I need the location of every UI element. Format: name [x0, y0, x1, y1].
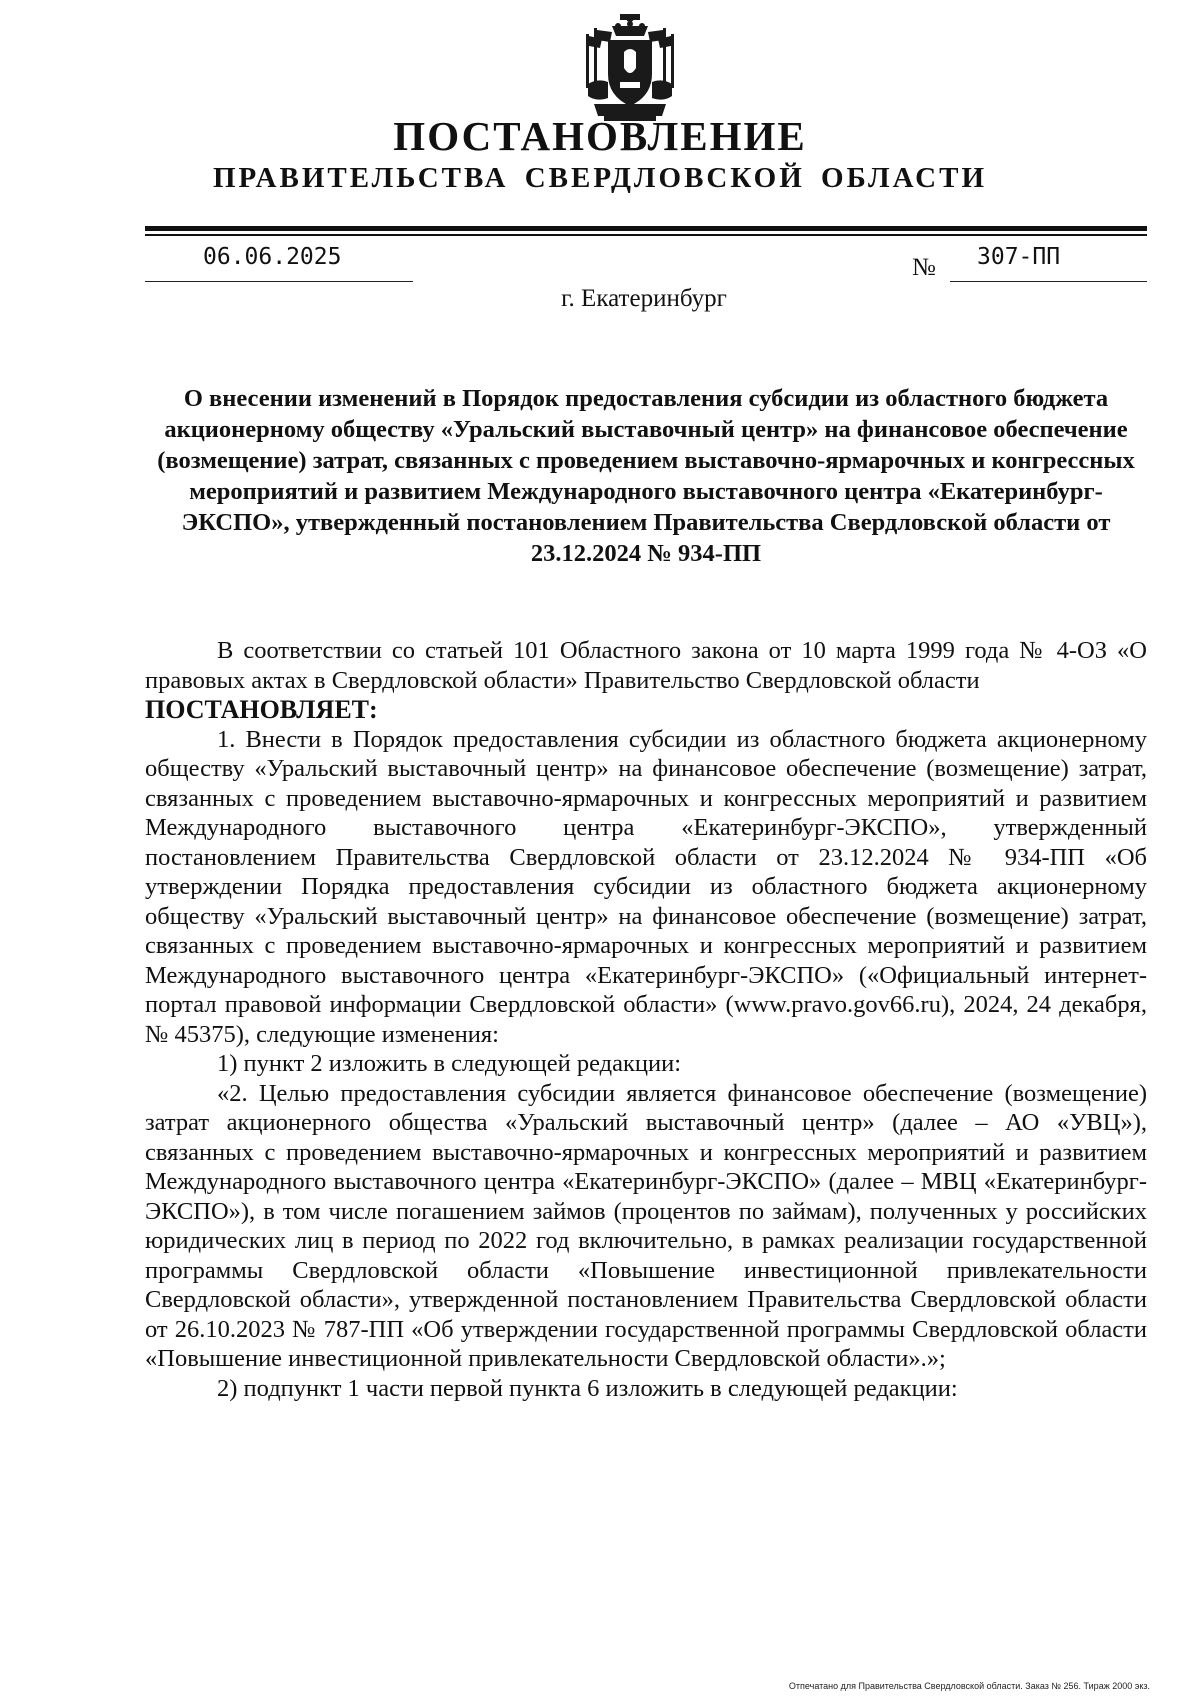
document-number: 307-ПП [977, 244, 1061, 270]
decree-word: ПОСТАНОВЛЯЕТ: [145, 695, 378, 724]
header-divider-thin [145, 234, 1147, 236]
date-underline [145, 281, 413, 282]
number-underline [950, 281, 1147, 282]
document-type-title: ПОСТАНОВЛЕНИЕ [393, 113, 807, 159]
city-label: г. Екатеринбург [561, 285, 727, 312]
print-note: Отпечатано для Правительства Свердловской области. Заказ № 256. Тираж 2000 экз. [788, 1681, 1150, 1691]
paragraph-4: 2) подпункт 1 части первой пункта 6 изложить в следующей редакции: [217, 1374, 958, 1402]
paragraph-3: «2. Целью предоставления субсидии является финансовое обеспечение (возмещение) затрат акционерного общества «Уральский выставочный центр» (далее – АО «УВЦ»), связанных с проведением выставочно-ярмарочных и конгрессных мероприятий и развитием Международного выставочного центра «Екатеринбург-ЭКСПО» (далее – МВЦ «Екатеринбург-ЭКСПО»), в том числе погашением займов (процентов по займам), полученных у российских юридических лиц в период по 2022 год включительно, в рамках реализации государственной программы Свердловской области «Повышение инвестиционной привлекательности Свердловской области», утвержденной постановлением Правительства Свердловской области от 26.10.2023 № 787-ПП «Об утверждении государственной программы Свердловской области «Повышение инвестиционной привлекательности Свердловской области».»; [145, 1079, 1147, 1372]
paragraph-2: 1) пункт 2 изложить в следующей редакции: [217, 1050, 682, 1077]
document-date: 06.06.2025 [203, 244, 342, 270]
document-heading: О внесении изменений в Порядок предоставления субсидии из областного бюджета акционерному обществу «Уральский выставочный центр» на финансовое обеспечение (возмещение) затрат, связанных с проведением выставочно-ярмарочных и конгрессных мероприятий и развитием Международного выставочного центра «Екатеринбург-ЭКСПО», утвержденный постановлением Правительства Свердловской области от 23.12.2024 № 934-ПП [157, 385, 1135, 567]
issuing-authority-subtitle: ПРАВИТЕЛЬСТВА СВЕРДЛОВСКОЙ ОБЛАСТИ [212, 162, 988, 194]
paragraph-1: 1. Внести в Порядок предоставления субсидии из областного бюджета акционерному обществу «Уральский выставочный центр» на финансовое обеспечение (возмещение) затрат, связанных с проведением выставочно-ярмарочных и конгрессных мероприятий и развитием Международного выставочного центра «Екатеринбург-ЭКСПО», утвержденный постановлением Правительства Свердловской области от 23.12.2024 № 934-ПП «Об утверждении Порядка предоставления субсидии из областного бюджета акционерному обществу «Уральский выставочный центр» на финансовое обеспечение (возмещение) затрат, связанных с проведением выставочно-ярмарочных и конгрессных мероприятий и развитием Международного выставочного центра «Екатеринбург-ЭКСПО» («Официальный интернет-портал правовой информации Свердловской области» (www.pravo.gov66.ru), 2024, 24 декабря, № 45375), следующие изменения: [145, 725, 1147, 1048]
preamble-paragraph: В соответствии со статьей 101 Областного закона от 10 марта 1999 года № 4-ОЗ «О правовых актах в Свердловской области» Правительство Свердловской области [145, 637, 1147, 694]
coat-of-arms-icon [574, 12, 686, 124]
number-sign: № [912, 254, 936, 281]
document-body [145, 636, 1147, 1403]
header-divider-thick [145, 226, 1147, 231]
